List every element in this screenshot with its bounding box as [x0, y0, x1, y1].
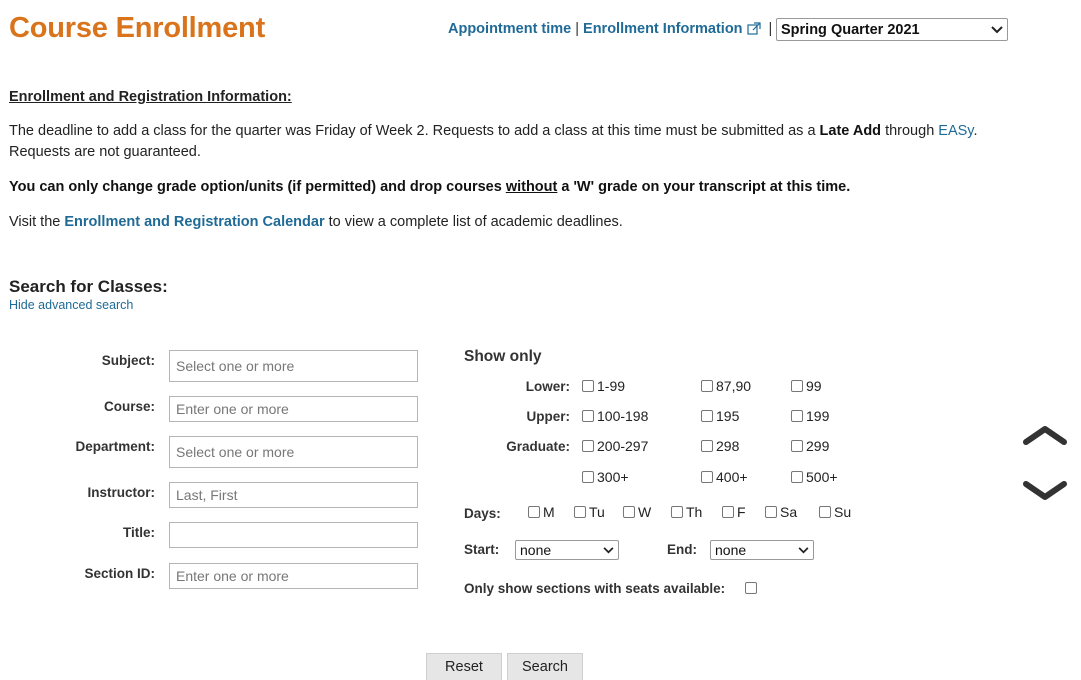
checkbox-graduate-298[interactable]: [701, 438, 739, 454]
department-input[interactable]: [169, 436, 418, 468]
checkbox-label: 500+: [806, 469, 838, 485]
enrollment-calendar-link[interactable]: Enrollment and Registration Calendar: [64, 214, 325, 230]
subject-input[interactable]: [169, 350, 418, 382]
subject-label: Subject:: [101, 353, 155, 368]
text: Visit the: [9, 214, 65, 230]
checkbox-upper-195[interactable]: [701, 408, 739, 424]
days-label: Days:: [464, 506, 501, 521]
checkbox-graduate-299[interactable]: [791, 438, 829, 454]
checkbox-label: 1-99: [597, 378, 626, 394]
show-only-heading: Show only: [464, 348, 542, 365]
checkbox-label: Su: [834, 504, 852, 520]
instructor-label: Instructor:: [87, 485, 155, 500]
checkbox-label: W: [638, 504, 652, 520]
without-text: without: [505, 179, 558, 195]
quarter-select[interactable]: [776, 18, 1008, 41]
chevron-down-icon: [603, 547, 614, 554]
course-placeholder: Enter one or more: [176, 401, 289, 417]
upper-label: Upper:: [526, 409, 570, 424]
department-placeholder: Select one or more: [176, 444, 295, 460]
external-link-icon: [747, 22, 761, 36]
checkbox-upper-199[interactable]: [791, 408, 829, 424]
chevron-down-icon[interactable]: [1022, 478, 1068, 502]
instructor-input[interactable]: [169, 482, 418, 508]
checkbox-label: 195: [716, 408, 740, 424]
title-input[interactable]: [169, 522, 418, 548]
end-time-value: none: [715, 542, 747, 558]
checkbox-lower-87-90[interactable]: [701, 378, 751, 394]
info-heading: Enrollment and Registration Information:: [9, 89, 292, 105]
header-links: [448, 21, 776, 37]
text: .: [973, 123, 978, 139]
graduate-label: Graduate:: [506, 439, 570, 454]
department-label: Department:: [75, 439, 155, 454]
info-paragraph-grade-option: [9, 177, 1009, 198]
text: The deadline to add a class for the quarter was Friday of Week 2. Requests to add a class at this time must be submitted as a: [9, 123, 820, 139]
seats-available-checkbox[interactable]: [745, 582, 760, 594]
seats-available-label: Only show sections with seats available:: [464, 581, 726, 596]
chevron-down-icon: [991, 26, 1003, 34]
text: through: [881, 123, 939, 139]
chevron-up-icon[interactable]: [1022, 424, 1068, 448]
info-paragraph-calendar: [9, 212, 1009, 233]
late-add-text: Late Add: [819, 123, 882, 139]
checkbox-label: 99: [806, 378, 822, 394]
checkbox-400-plus[interactable]: [701, 469, 748, 485]
checkbox-label: F: [737, 504, 746, 520]
easy-link[interactable]: EASy: [938, 123, 974, 139]
day-checkbox-tu[interactable]: [574, 504, 605, 520]
start-time-select[interactable]: [515, 540, 619, 560]
checkbox-label: 400+: [716, 469, 748, 485]
title-label: Title:: [122, 525, 155, 540]
day-checkbox-f[interactable]: [722, 504, 746, 520]
checkbox-label: 298: [716, 438, 740, 454]
section-id-placeholder: Enter one or more: [176, 568, 289, 584]
hide-advanced-search-link[interactable]: Hide advanced search: [9, 298, 134, 312]
checkbox-label: 299: [806, 438, 830, 454]
end-time-select[interactable]: [710, 540, 814, 560]
checkbox-label: M: [543, 504, 555, 520]
instructor-placeholder: Last, First: [176, 487, 238, 503]
chevron-down-icon: [798, 547, 809, 554]
end-label: End:: [667, 542, 697, 557]
reset-button[interactable]: Reset: [426, 653, 502, 680]
checkbox-label: 300+: [597, 469, 629, 485]
subject-placeholder: Select one or more: [176, 358, 295, 374]
checkbox-label: Th: [686, 504, 703, 520]
enrollment-information-link[interactable]: Enrollment Information: [583, 21, 743, 37]
section-id-label: Section ID:: [84, 566, 155, 581]
checkbox-label: Tu: [589, 504, 605, 520]
search-button[interactable]: Search: [507, 653, 583, 680]
checkbox-label: 199: [806, 408, 830, 424]
checkbox-label: 200-297: [597, 438, 649, 454]
info-paragraph-late-add: [9, 121, 1009, 163]
text: to view a complete list of academic deadlines.: [324, 214, 623, 230]
checkbox-500-plus[interactable]: [791, 469, 838, 485]
checkbox-lower-99[interactable]: [791, 378, 822, 394]
checkbox-label: Sa: [780, 504, 798, 520]
day-checkbox-w[interactable]: [623, 504, 651, 520]
checkbox-upper-100-198[interactable]: [582, 408, 648, 424]
header-separator-2: |: [768, 21, 773, 37]
quarter-select-value: Spring Quarter 2021: [781, 21, 920, 38]
course-label: Course:: [103, 399, 155, 414]
day-checkbox-th[interactable]: [671, 504, 702, 520]
text: You can only change grade option/units (if permitted) and drop courses: [9, 179, 506, 195]
lower-label: Lower:: [525, 379, 570, 394]
day-checkbox-su[interactable]: [819, 504, 851, 520]
checkbox-lower-1-99[interactable]: [582, 378, 625, 394]
course-input[interactable]: [169, 396, 418, 422]
text: Requests are not guaranteed.: [9, 144, 201, 160]
text: a 'W' grade on your transcript at this time.: [557, 179, 851, 195]
checkbox-graduate-200-297[interactable]: [582, 438, 648, 454]
checkbox-label: 100-198: [597, 408, 649, 424]
section-id-input[interactable]: [169, 563, 418, 589]
page-title: Course Enrollment: [9, 12, 266, 44]
start-label: Start:: [464, 542, 500, 557]
search-heading: Search for Classes:: [9, 277, 168, 296]
day-checkbox-sa[interactable]: [765, 504, 797, 520]
appointment-time-link[interactable]: Appointment time: [448, 21, 572, 37]
day-checkbox-m[interactable]: [528, 504, 555, 520]
checkbox-label: 87,90: [716, 378, 752, 394]
checkbox-300-plus[interactable]: [582, 469, 629, 485]
header-separator: |: [575, 21, 580, 37]
start-time-value: none: [520, 542, 552, 558]
